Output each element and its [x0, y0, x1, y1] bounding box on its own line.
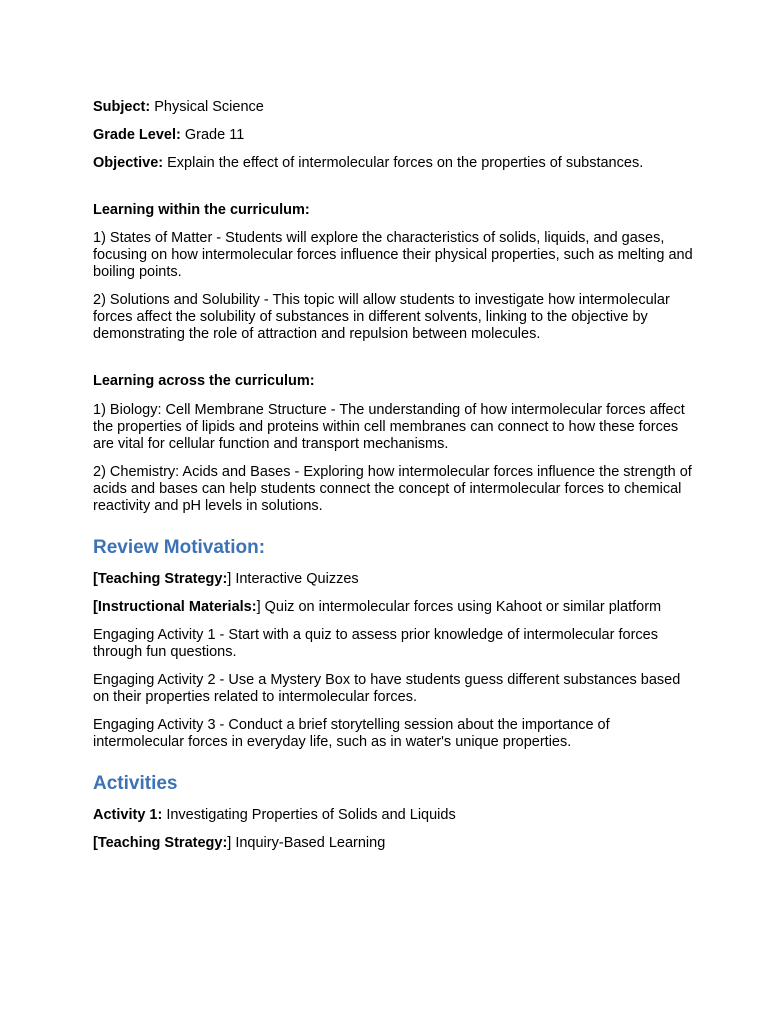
- activity-strategy-label: [Teaching Strategy:: [93, 835, 228, 851]
- grade-level-line: [93, 127, 693, 144]
- activities-heading: Activities: [93, 773, 178, 794]
- activity-1-value: Investigating Properties of Solids and Liquids: [166, 807, 456, 823]
- objective-line: [93, 155, 693, 172]
- across-curriculum-heading: Learning across the curriculum:: [93, 373, 315, 389]
- within-curriculum-heading: Learning within the curriculum:: [93, 202, 310, 218]
- across-item-2: 2) Chemistry: Acids and Bases - Exploring how intermolecular forces influence the strength of acids and bases can help students connect the concept of intermolecular forces to chemical reactivity and pH levels in solutions.: [93, 464, 692, 514]
- review-strategy-line: [93, 571, 693, 588]
- subject-value: Physical Science: [154, 99, 264, 115]
- grade-level-label: Grade Level:: [93, 127, 181, 143]
- document-page: [93, 99, 693, 852]
- subject-line: [93, 99, 693, 116]
- across-item-1: 1) Biology: Cell Membrane Structure - The understanding of how intermolecular forces affect the properties of lipids and proteins within cell membranes can connect to how these forces are vital for cellular function and transport mechanisms.: [93, 402, 685, 452]
- review-motivation-heading: Review Motivation:: [93, 537, 266, 558]
- subject-label: Subject:: [93, 99, 151, 115]
- engaging-activity-1: Engaging Activity 1 - Start with a quiz to assess prior knowledge of intermolecular forces through fun questions.: [93, 627, 658, 660]
- activity-strategy-value: ] Inquiry-Based Learning: [227, 835, 386, 851]
- objective-value: Explain the effect of intermolecular forces on the properties of substances.: [167, 155, 644, 171]
- activity-1-label: Activity 1:: [93, 807, 163, 823]
- within-item-2: 2) Solutions and Solubility - This topic will allow students to investigate how intermolecular forces affect the solubility of substances in different solvents, linking to the objective by demonstrating the role of attraction and repulsion between molecules.: [93, 292, 670, 342]
- review-strategy-value: ] Interactive Quizzes: [227, 571, 359, 587]
- activity-1-line: [93, 807, 693, 824]
- review-materials-value: ] Quiz on intermolecular forces using Kahoot or similar platform: [256, 599, 662, 615]
- activity-strategy-line: [93, 835, 693, 852]
- engaging-activity-3: Engaging Activity 3 - Conduct a brief storytelling session about the importance of intermolecular forces in everyday life, such as in water's unique properties.: [93, 717, 610, 750]
- review-materials-line: [93, 599, 693, 616]
- review-strategy-label: [Teaching Strategy:: [93, 571, 228, 587]
- objective-label: Objective:: [93, 155, 164, 171]
- engaging-activity-2: Engaging Activity 2 - Use a Mystery Box to have students guess different substances based on their properties related to intermolecular forces.: [93, 672, 681, 705]
- within-item-1: 1) States of Matter - Students will explore the characteristics of solids, liquids, and gases, focusing on how intermolecular forces influence their physical properties, such as melting and boiling points.: [93, 230, 693, 280]
- review-materials-label: [Instructional Materials:: [93, 599, 257, 615]
- grade-level-value: Grade 11: [184, 127, 245, 143]
